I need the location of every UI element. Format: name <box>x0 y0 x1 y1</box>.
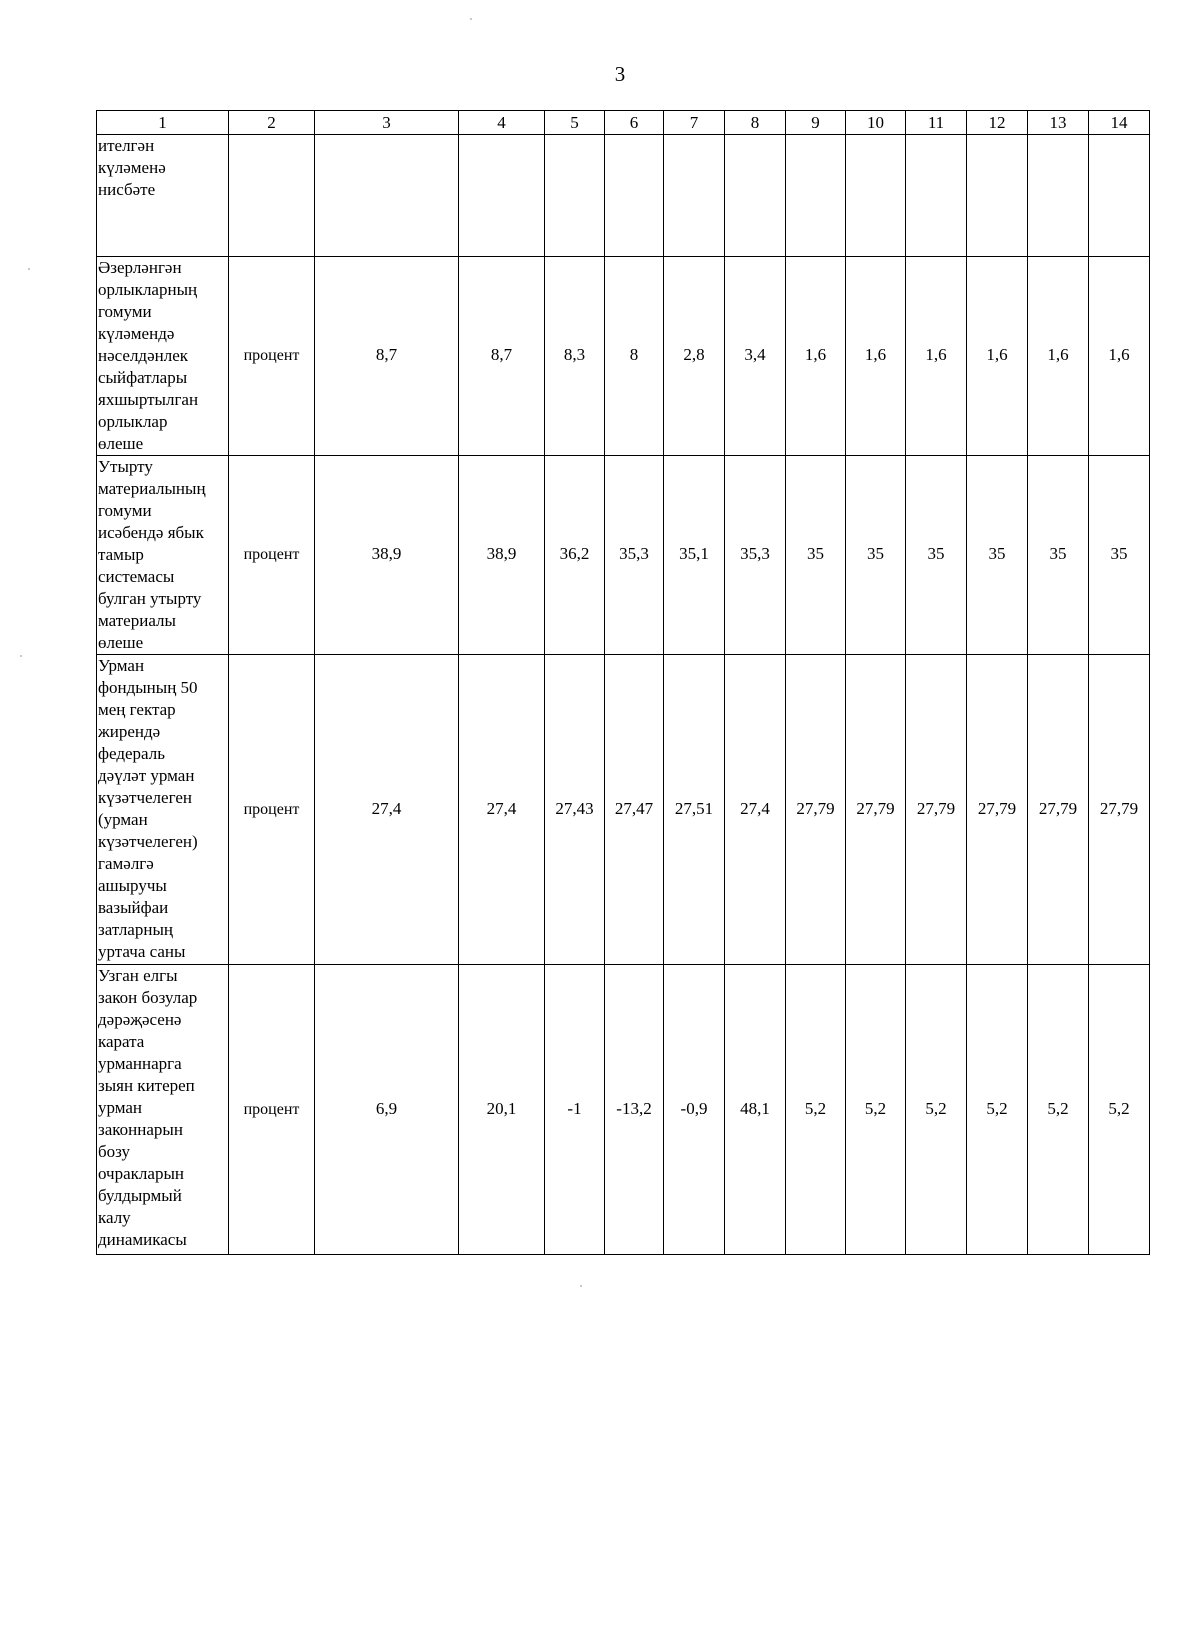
value-cell: 27,4 <box>459 655 545 965</box>
unit-cell: процент <box>229 257 315 456</box>
value-cell: 35,3 <box>605 456 664 655</box>
column-header-9: 9 <box>786 111 846 135</box>
unit-cell <box>229 135 315 257</box>
header-row <box>97 111 1150 135</box>
value-cell: 35 <box>1089 456 1150 655</box>
value-cell: 8 <box>605 257 664 456</box>
value-cell: 35,3 <box>725 456 786 655</box>
scan-speck <box>28 268 30 270</box>
column-header-12: 12 <box>967 111 1028 135</box>
value-cell: 35 <box>1028 456 1089 655</box>
column-header-4: 4 <box>459 111 545 135</box>
value-cell: 20,1 <box>459 965 545 1255</box>
value-cell: 27,43 <box>545 655 605 965</box>
value-cell: 35,1 <box>664 456 725 655</box>
column-header-3: 3 <box>315 111 459 135</box>
value-cell: 35 <box>786 456 846 655</box>
scan-speck <box>580 1285 582 1287</box>
table-row <box>97 655 1150 965</box>
column-header-10: 10 <box>846 111 906 135</box>
column-header-14: 14 <box>1089 111 1150 135</box>
column-header-6: 6 <box>605 111 664 135</box>
value-cell: 27,79 <box>906 655 967 965</box>
value-cell: 1,6 <box>846 257 906 456</box>
indicator-name: Әзерләнгән орлыкларның гомуми күләмендә нәселдәнлек сыйфатлары яхшыртылган орлыклар өлеше <box>97 257 229 456</box>
value-cell <box>605 135 664 257</box>
value-cell <box>786 135 846 257</box>
indicator-name: Урман фондының 50 мең гектар жирендә федераль дәүләт урман күзәтчелеген (урман күзәтчелеген) гамәлгә ашыручы вазыйфаи затларның уртача саны <box>97 655 229 965</box>
page-number: 3 <box>614 62 626 86</box>
value-cell: 35 <box>906 456 967 655</box>
value-cell <box>725 135 786 257</box>
value-cell: -13,2 <box>605 965 664 1255</box>
value-cell <box>545 135 605 257</box>
value-cell: 1,6 <box>967 257 1028 456</box>
value-cell: 38,9 <box>459 456 545 655</box>
table-row <box>97 965 1150 1255</box>
table-row <box>97 135 1150 257</box>
indicator-name: Утырту материалының гомуми исәбендә ябык тамыр системасы булган утырту материалы өлеше <box>97 456 229 655</box>
value-cell: 3,4 <box>725 257 786 456</box>
value-cell: 1,6 <box>1028 257 1089 456</box>
column-header-2: 2 <box>229 111 315 135</box>
value-cell: 5,2 <box>786 965 846 1255</box>
value-cell: 5,2 <box>967 965 1028 1255</box>
scan-speck <box>470 18 472 20</box>
value-cell: 27,79 <box>967 655 1028 965</box>
column-header-1: 1 <box>97 111 229 135</box>
column-header-7: 7 <box>664 111 725 135</box>
value-cell: 1,6 <box>1089 257 1150 456</box>
column-header-13: 13 <box>1028 111 1089 135</box>
value-cell: 27,79 <box>1028 655 1089 965</box>
unit-cell: процент <box>229 965 315 1255</box>
value-cell <box>315 135 459 257</box>
unit-cell: процент <box>229 655 315 965</box>
value-cell: 27,4 <box>315 655 459 965</box>
value-cell <box>459 135 545 257</box>
table-row <box>97 257 1150 456</box>
value-cell <box>1028 135 1089 257</box>
column-header-5: 5 <box>545 111 605 135</box>
value-cell: 5,2 <box>906 965 967 1255</box>
value-cell: 27,79 <box>1089 655 1150 965</box>
column-header-11: 11 <box>906 111 967 135</box>
value-cell: 27,79 <box>786 655 846 965</box>
value-cell: 1,6 <box>786 257 846 456</box>
value-cell: -0,9 <box>664 965 725 1255</box>
indicator-name: Узган елгы закон бозулар дәрәҗәсенә карата урманнарга зыян китереп урман законнарын бозу очракларын булдырмый калу динамикасы <box>97 965 229 1255</box>
table-row <box>97 456 1150 655</box>
value-cell: 2,8 <box>664 257 725 456</box>
scan-speck <box>20 655 22 657</box>
value-cell: 5,2 <box>1028 965 1089 1255</box>
value-cell: 36,2 <box>545 456 605 655</box>
value-cell: -1 <box>545 965 605 1255</box>
value-cell <box>967 135 1028 257</box>
value-cell: 27,51 <box>664 655 725 965</box>
value-cell: 35 <box>967 456 1028 655</box>
unit-cell: процент <box>229 456 315 655</box>
value-cell: 8,7 <box>459 257 545 456</box>
value-cell <box>664 135 725 257</box>
value-cell <box>846 135 906 257</box>
value-cell: 5,2 <box>1089 965 1150 1255</box>
data-table <box>96 110 1150 1255</box>
value-cell: 35 <box>846 456 906 655</box>
value-cell: 1,6 <box>906 257 967 456</box>
value-cell <box>1089 135 1150 257</box>
column-header-8: 8 <box>725 111 786 135</box>
value-cell: 6,9 <box>315 965 459 1255</box>
value-cell <box>906 135 967 257</box>
value-cell: 27,47 <box>605 655 664 965</box>
value-cell: 8,7 <box>315 257 459 456</box>
value-cell: 27,79 <box>846 655 906 965</box>
value-cell: 38,9 <box>315 456 459 655</box>
value-cell: 8,3 <box>545 257 605 456</box>
value-cell: 27,4 <box>725 655 786 965</box>
value-cell: 5,2 <box>846 965 906 1255</box>
indicator-name: ителгән күләменә нисбәте <box>97 135 229 257</box>
value-cell: 48,1 <box>725 965 786 1255</box>
